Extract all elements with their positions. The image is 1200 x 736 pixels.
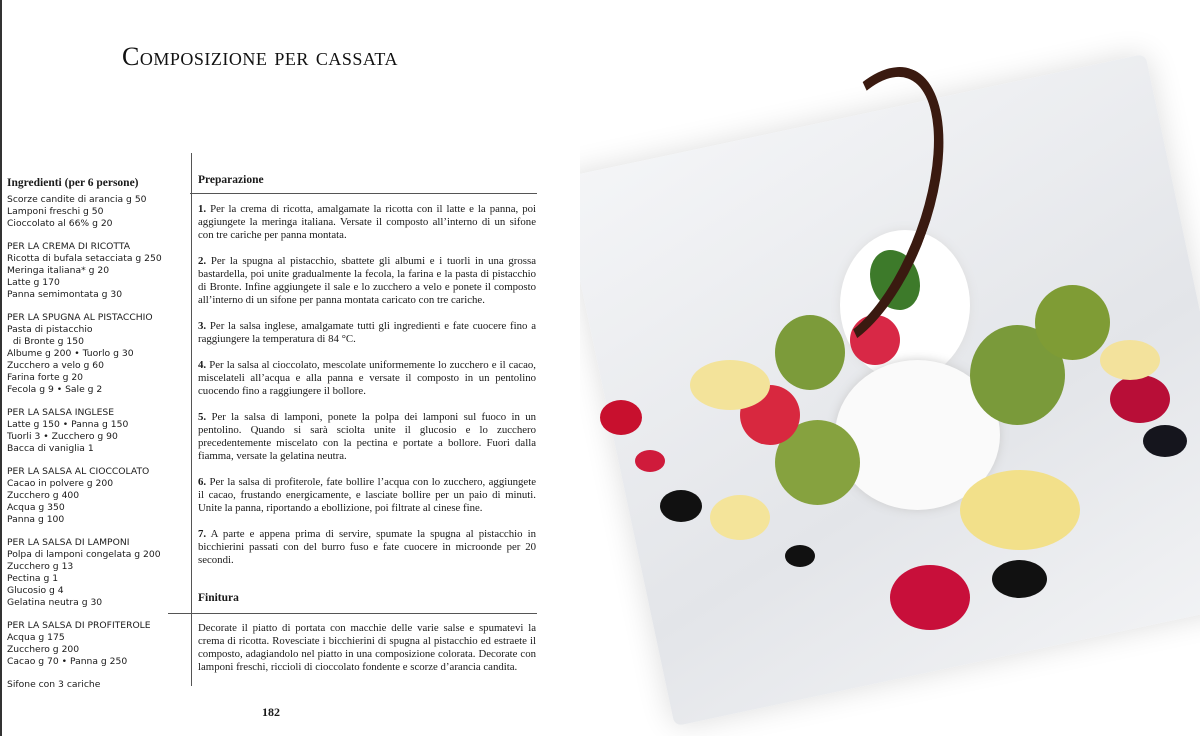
ingredient-item: Scorze candite di arancia g 50 [7,194,147,205]
step-number: 1. [198,203,207,215]
step-text: A parte e appena prima di servire, spumate la spugna al pistacchio in bicchierini passati con del burro fuso e fate cuocere in microonde per 20 secondi. [198,528,536,566]
preparation-section [198,173,536,687]
ingredient-item: Latte g 170 [7,277,60,288]
finishing-text: Decorate il piatto di portata con macchie delle varie salse e spumatevi la crema di ricotta. Rovesciate i bicchierini di spugna al pistacchio ed estraete il composto, adagiandolo nel piatto in una composizione colorata. Decorate con lamponi freschi, riccioli di cioccolato fondente e scorze d’arancia candita. [198,622,536,673]
finishing-section [198,591,536,674]
ingredient-group-title: PER LA SALSA INGLESE [7,407,115,418]
ingredient-group-title: PER LA SPUGNA AL PISTACCHIO [7,312,153,323]
step-number: 2. [198,255,207,267]
ingredient-item: Tuorli 3 • Zucchero g 90 [7,431,118,442]
ingredient-item: Albume g 200 • Tuorlo g 30 [7,348,134,359]
ingredient-item: Glucosio g 4 [7,585,64,596]
ingredient-group [7,466,187,526]
page-number: 182 [262,705,280,719]
ingredient-item: Zucchero g 400 [7,490,80,501]
ingredient-group-title: PER LA CREMA DI RICOTTA [7,241,130,252]
dessert-photo [580,0,1200,736]
ingredient-item: Sifone con 3 cariche [7,679,101,690]
ingredient-group [7,620,187,668]
divider [168,613,537,614]
ingredient-item: Panna semimontata g 30 [7,289,123,300]
step-text: Per la salsa al cioccolato, mescolate uniformemente lo zucchero e il cacao, miscelateli all’acqua e alla panna e versate il composto in un pentolino cuocendo fino a raggiungere il bollore. [198,359,536,397]
ingredient-item: Farina forte g 20 [7,372,84,383]
step-number: 5. [198,411,207,423]
ingredient-item: Cioccolato al 66% g 20 [7,218,113,229]
ingredient-item: Bacca di vaniglia 1 [7,443,94,454]
preparation-step [198,320,536,346]
step-number: 6. [198,476,207,488]
ingredient-item: Acqua g 350 [7,502,65,513]
ingredient-group [7,241,187,301]
ingredient-item: Acqua g 175 [7,632,65,643]
column-divider [191,153,192,686]
ingredient-group [7,679,187,691]
ingredient-item: Fecola g 9 • Sale g 2 [7,384,103,395]
ingredient-group [7,537,187,609]
ingredient-group [7,407,187,455]
ingredient-item: Zucchero g 13 [7,561,74,572]
step-text: Per la crema di ricotta, amalgamate la ricotta con il latte e la panna, poi aggiungete la meringa italiana. Versate il composto all’interno di un sifone con tre cariche per panna montata. [198,203,537,241]
ingredient-item: Gelatina neutra g 30 [7,597,103,608]
preparation-step [198,255,536,307]
ingredient-item: Lamponi freschi g 50 [7,206,104,217]
step-text: Per la spugna al pistacchio, sbattete gli albumi e i tuorli in una grossa bastardella, poi unite gradualmente la fecola, la farina e la pasta di pistacchio di Bronte. Infine aggiungete il sale e lo zucchero a velo e ponete il composto all’interno di un sifone per panna montata caricato con tre cariche. [198,255,536,306]
ingredient-group-title: PER LA SALSA DI LAMPONI [7,537,130,548]
step-number: 3. [198,320,207,332]
step-number: 7. [198,528,207,540]
ingredient-group-title: PER LA SALSA DI PROFITEROLE [7,620,151,631]
ingredient-item: Polpa di lamponi congelata g 200 [7,549,161,560]
preparation-step [198,359,536,398]
ingredient-item: Pasta di pistacchio [7,324,93,335]
preparation-step [198,203,536,242]
ingredient-item: Latte g 150 • Panna g 150 [7,419,129,430]
preparation-step [198,411,536,463]
ingredient-item: Ricotta di bufala setacciata g 250 [7,253,162,264]
preparation-heading: Preparazione [198,174,264,186]
step-number: 4. [198,359,207,371]
ingredient-item: di Bronte g 150 [7,336,84,347]
finishing-heading: Finitura [198,592,239,604]
ingredient-item: Cacao g 70 • Panna g 250 [7,656,128,667]
page-edge [0,0,2,736]
ingredients-heading: Ingredienti (per 6 persone) [7,177,139,189]
ingredient-item: Pectina g 1 [7,573,59,584]
ingredient-item: Panna g 100 [7,514,65,525]
ingredient-group [7,194,187,230]
page-title: Composizione per cassata [122,42,398,71]
ingredient-item: Meringa italiana* g 20 [7,265,110,276]
ingredient-group-title: PER LA SALSA AL CIOCCOLATO [7,466,150,477]
preparation-step [198,528,536,567]
ingredient-item: Zucchero g 200 [7,644,80,655]
ingredients-list [7,176,187,702]
step-text: Per la salsa di profiterole, fate bollire l’acqua con lo zucchero, aggiungete il cacao, frustando energicamente, e lasciate bollire per un paio di minuti. Unite la panna, riportando a ebollizione, poi filtrate al cinese fine. [198,476,537,514]
step-text: Per la salsa inglese, amalgamate tutti gli ingredienti e fate cuocere fino a raggiungere la temperatura di 84 °C. [198,320,536,345]
preparation-step [198,476,536,515]
ingredient-item: Cacao in polvere g 200 [7,478,114,489]
ingredient-group [7,312,187,396]
ingredient-item: Zucchero a velo g 60 [7,360,104,371]
step-text: Per la salsa di lamponi, ponete la polpa dei lamponi sul fuoco in un pentolino. Quando si sarà sciolta unite il glucosio e lo zucchero precedentemente miscelato con la pectina e portate a bollore. Fuori dalla fiamma, versate la gelatina neutra. [198,411,536,462]
